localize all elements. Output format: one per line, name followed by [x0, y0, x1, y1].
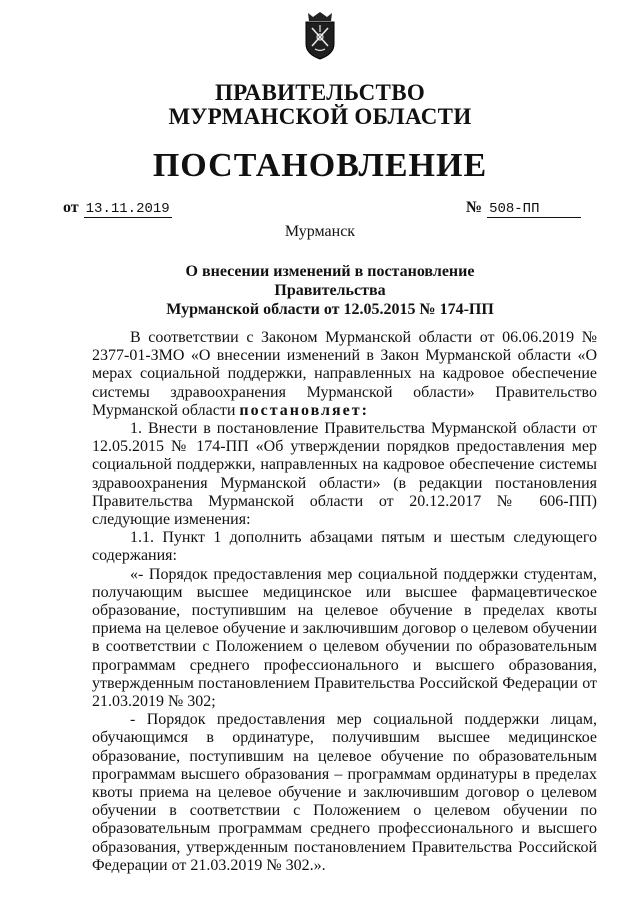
organization-name-line-1: ПРАВИТЕЛЬСТВО: [214, 80, 426, 105]
subject-line-1: О внесении изменений в постановление Правительства: [185, 263, 475, 299]
date-value: 13.11.2019: [85, 201, 170, 217]
date-label: от: [63, 199, 79, 216]
item-1-1-paragraph: 1.1. Пункт 1 дополнить абзацами пятым и шестым следующего содержания:: [92, 529, 597, 565]
quote-1-paragraph: «- Порядок предоставления мер социальной поддержки студентам, получающим высшее медицинское или высшее фармацевтическое образование, поступившим на целевое обучение в пределах квоты приема на целевое обучение и заключившим договор о целевом обучении в соответствии с Положением о целевом обучении по образовательным программам среднего профессионального и высшего образования, утвержденным постановлением Правительства Российской Федерации от 21.03.2019 № 302;: [92, 565, 597, 711]
document-number: [466, 198, 581, 218]
organization-name-line-2: МУРМАНСКОЙ ОБЛАСТИ: [168, 104, 472, 129]
decree-word: постановляет:: [239, 401, 369, 419]
item-1-paragraph: 1. Внести в постановление Правительства Мурманской области от 12.05.2015 № 174-ПП «Об утверждении порядков предоставления мер социальной поддержки, направленных на кадровое обеспечение системы здравоохранения Мурманской области» (в редакции постановления Правительства Мурманской области от 20.12.2017 № 606-ПП) следующие изменения:: [92, 420, 597, 529]
document-body: [92, 329, 597, 875]
subject-line-2: Мурманской области от 12.05.2015 № 174-ПП: [166, 301, 494, 318]
city-name: Мурманск: [284, 223, 356, 240]
intro-paragraph: [92, 329, 597, 420]
quote-2-paragraph: - Порядок предоставления мер социальной поддержки лицам, обучающимся в ординатуре, получившим высшее медицинское образование, поступившим на целевое обучение по образовательным программам высшего образования – программам ординатуры в пределах квоты приема на целевое обучение и заключившим договор о целевом обучении в соответствии с Положением о целевом обучении по образовательным программам среднего профессионального и высшего образования, утвержденным постановлением Правительства Российской Федерации от 21.03.2019 № 302.».: [92, 711, 597, 874]
intro-text: В соответствии с Законом Мурманской области от 06.06.2019 № 2377-01-ЗМО «О внесении изменений в Закон Мурманской области «О мерах социальной поддержки, направленных на кадровое обеспечение системы здравоохранения Мурманской области» Правительство Мурманской области: [92, 329, 597, 419]
coat-of-arms-emblem: [302, 10, 338, 60]
number-value: 508-ПП: [487, 202, 581, 218]
document-subject: [140, 262, 520, 319]
number-label: №: [466, 199, 483, 216]
document-type-title: ПОСТАНОВЛЕНИЕ: [152, 147, 488, 184]
document-date: [63, 198, 172, 218]
